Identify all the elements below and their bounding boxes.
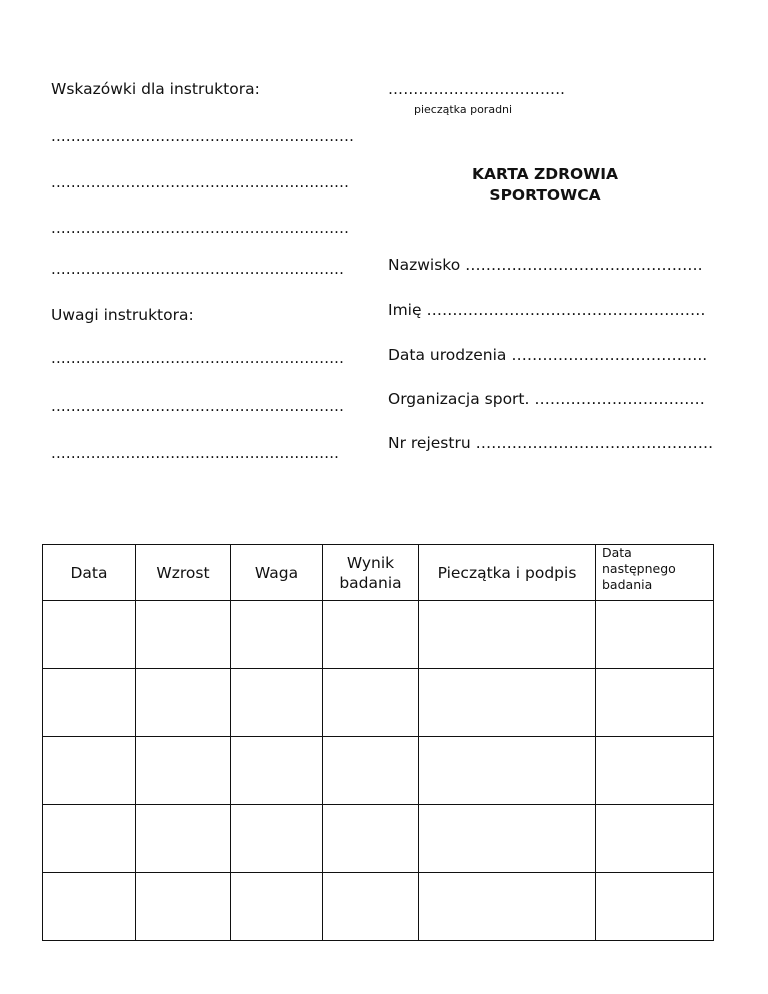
instruction-line-4[interactable]: ........................................................... xyxy=(51,260,345,278)
table-cell[interactable] xyxy=(323,737,419,805)
table-row xyxy=(43,669,714,737)
table-cell[interactable] xyxy=(419,873,596,941)
table-cell[interactable] xyxy=(596,601,714,669)
table-cell[interactable] xyxy=(419,669,596,737)
registry-number-field[interactable]: Nr rejestru ………………………………………. xyxy=(388,434,714,452)
table-cell[interactable] xyxy=(419,805,596,873)
remark-line-2[interactable]: ........................................................... xyxy=(51,397,345,415)
table-cell[interactable] xyxy=(596,737,714,805)
table-cell[interactable] xyxy=(136,873,231,941)
table-cell[interactable] xyxy=(43,669,136,737)
table-cell[interactable] xyxy=(231,737,323,805)
table-cell[interactable] xyxy=(596,669,714,737)
table-cell[interactable] xyxy=(43,737,136,805)
table-cell[interactable] xyxy=(419,601,596,669)
table-cell[interactable] xyxy=(323,601,419,669)
table-row xyxy=(43,873,714,941)
table-cell[interactable] xyxy=(43,805,136,873)
instruction-line-2[interactable]: ............................................................ xyxy=(51,173,350,191)
table-cell[interactable] xyxy=(43,873,136,941)
instruction-line-1[interactable]: ............................................................. xyxy=(51,127,355,145)
table-cell[interactable] xyxy=(323,805,419,873)
stamp-line: …………………………….. xyxy=(388,80,566,98)
header-date: Data xyxy=(43,545,136,601)
table-cell[interactable] xyxy=(136,601,231,669)
header-exam-result: Wynik badania xyxy=(323,545,419,601)
remarks-label: Uwagi instruktora: xyxy=(51,306,194,324)
header-stamp-signature: Pieczątka i podpis xyxy=(419,545,596,601)
table-header-row xyxy=(43,545,714,601)
header-weight: Waga xyxy=(231,545,323,601)
table-cell[interactable] xyxy=(231,601,323,669)
table-cell[interactable] xyxy=(323,669,419,737)
table-cell[interactable] xyxy=(596,805,714,873)
remark-line-1[interactable]: ........................................................... xyxy=(51,349,345,367)
table-cell[interactable] xyxy=(136,737,231,805)
table-cell[interactable] xyxy=(419,737,596,805)
table-cell[interactable] xyxy=(136,669,231,737)
card-title: KARTA ZDROWIA SPORTOWCA xyxy=(471,165,619,204)
health-records-table xyxy=(42,544,714,941)
surname-field[interactable]: Nazwisko ………………………………………. xyxy=(388,256,703,274)
table-row xyxy=(43,601,714,669)
first-name-field[interactable]: Imię ……………………………………………… xyxy=(388,301,706,319)
header-next-exam-date: Data następnego badania xyxy=(596,545,714,601)
instruction-line-3[interactable]: ............................................................ xyxy=(51,219,350,237)
header-height: Wzrost xyxy=(136,545,231,601)
table-cell[interactable] xyxy=(231,805,323,873)
table-cell[interactable] xyxy=(596,873,714,941)
table-row xyxy=(43,737,714,805)
stamp-caption: pieczątka poradni xyxy=(414,103,513,116)
table-cell[interactable] xyxy=(136,805,231,873)
instructions-label: Wskazówki dla instruktora: xyxy=(51,80,260,98)
table-cell[interactable] xyxy=(231,873,323,941)
table-cell[interactable] xyxy=(323,873,419,941)
table-cell[interactable] xyxy=(43,601,136,669)
table-cell[interactable] xyxy=(231,669,323,737)
sport-organization-field[interactable]: Organizacja sport. …………………………… xyxy=(388,390,705,408)
table-row xyxy=(43,805,714,873)
birth-date-field[interactable]: Data urodzenia ……………………………….. xyxy=(388,346,708,364)
remark-line-3[interactable]: .......................................................... xyxy=(51,444,340,462)
